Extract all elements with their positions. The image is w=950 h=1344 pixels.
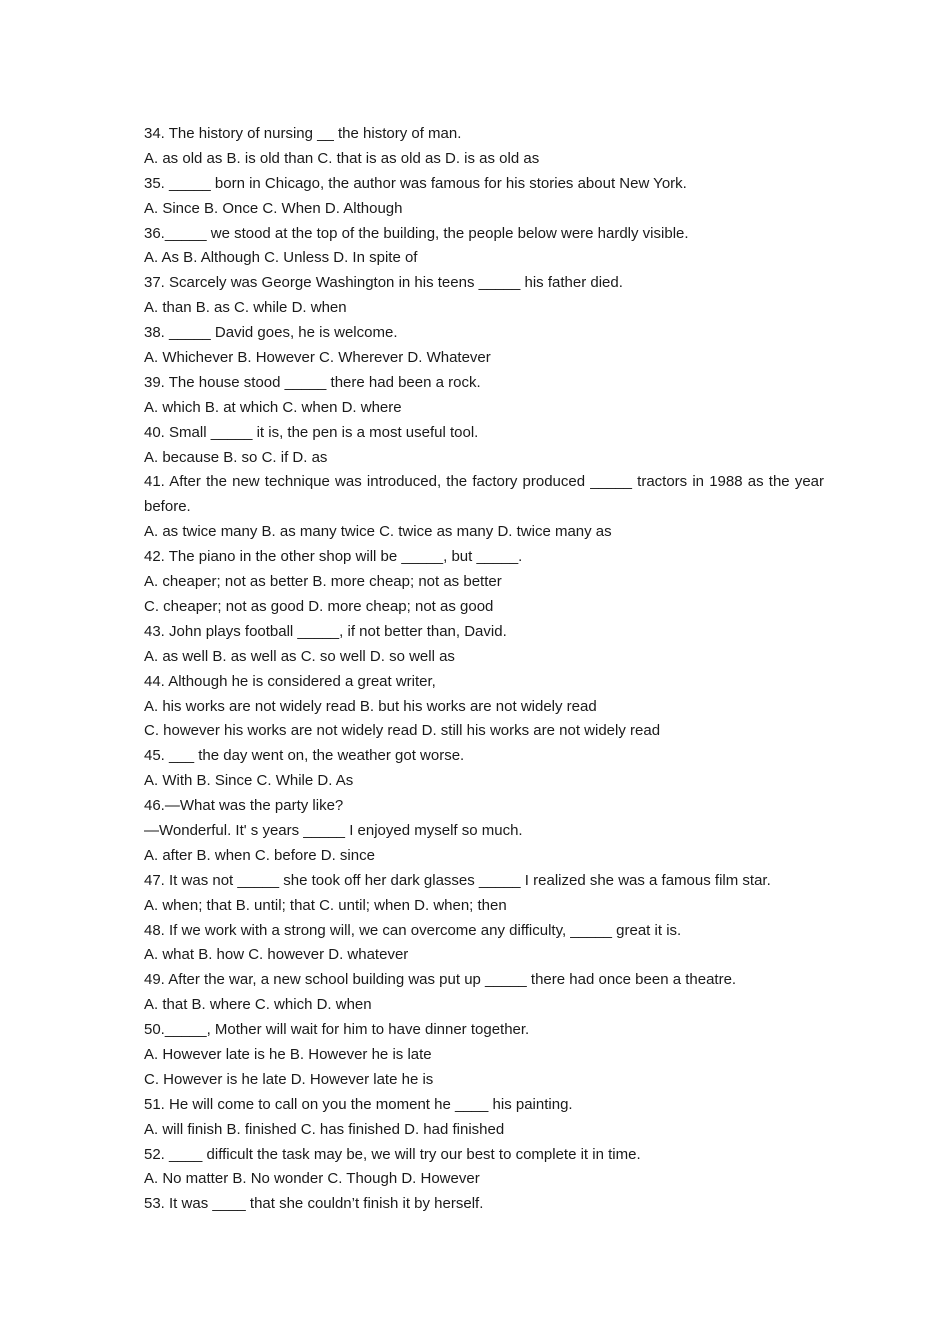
question-46-reply: —Wonderful. It' s years _____ I enjoyed myself so much. bbox=[144, 821, 523, 839]
options-50-cd: C. However is he late D. However late he is bbox=[144, 1070, 434, 1088]
options-49: A. that B. where C. which D. when bbox=[144, 996, 372, 1014]
options-42-cd: C. cheaper; not as good D. more cheap; not as good bbox=[144, 597, 494, 615]
question-53: 53. It was ____ that she couldn’t finish it by herself. bbox=[144, 1195, 484, 1213]
options-48: A. what B. how C. however D. whatever bbox=[144, 946, 409, 964]
document-page bbox=[144, 122, 824, 1217]
options-47: A. when; that B. until; that C. until; when D. when; then bbox=[144, 896, 507, 914]
question-44: 44. Although he is considered a great writer, bbox=[144, 672, 436, 690]
options-36: A. As B. Although C. Unless D. In spite of bbox=[144, 249, 418, 267]
options-34: A. as old as B. is old than C. that is as old as D. is as old as bbox=[144, 149, 540, 167]
question-40: 40. Small _____ it is, the pen is a most useful tool. bbox=[144, 423, 479, 441]
question-46: 46.—What was the party like? bbox=[144, 797, 344, 815]
options-52: A. No matter B. No wonder C. Though D. However bbox=[144, 1170, 480, 1188]
question-43: 43. John plays football _____, if not better than, David. bbox=[144, 622, 507, 640]
question-42: 42. The piano in the other shop will be _____, but _____. bbox=[144, 548, 523, 566]
options-38: A. Whichever B. However C. Wherever D. Whatever bbox=[144, 349, 491, 367]
options-37: A. than B. as C. while D. when bbox=[144, 299, 347, 317]
question-51: 51. He will come to call on you the moment he ____ his painting. bbox=[144, 1095, 573, 1113]
options-50-ab: A. However late is he B. However he is late bbox=[144, 1045, 432, 1063]
question-50: 50._____, Mother will wait for him to have dinner together. bbox=[144, 1021, 530, 1039]
options-44-ab: A. his works are not widely read B. but his works are not widely read bbox=[144, 697, 597, 715]
question-48: 48. If we work with a strong will, we can overcome any difficulty, _____ great it is. bbox=[144, 921, 682, 939]
options-35: A. Since B. Once C. When D. Although bbox=[144, 199, 403, 217]
options-45: A. With B. Since C. While D. As bbox=[144, 772, 354, 790]
options-41: A. as twice many B. as many twice C. twice as many D. twice many as bbox=[144, 523, 612, 541]
question-35: 35. _____ born in Chicago, the author was famous for his stories about New York. bbox=[144, 174, 687, 192]
options-43: A. as well B. as well as C. so well D. so well as bbox=[144, 647, 455, 665]
options-46: A. after B. when C. before D. since bbox=[144, 846, 375, 864]
question-52: 52. ____ difficult the task may be, we will try our best to complete it in time. bbox=[144, 1145, 641, 1163]
question-45: 45. ___ the day went on, the weather got worse. bbox=[144, 747, 465, 765]
options-51: A. will finish B. finished C. has finished D. had finished bbox=[144, 1120, 505, 1138]
question-38: 38. _____ David goes, he is welcome. bbox=[144, 324, 398, 342]
question-34: 34. The history of nursing __ the history of man. bbox=[144, 125, 462, 142]
question-41: 41. After the new technique was introduced, the factory produced _____ tractors in 1988 as the year before. bbox=[144, 473, 824, 516]
options-40: A. because B. so C. if D. as bbox=[144, 448, 328, 466]
options-44-cd: C. however his works are not widely read D. still his works are not widely read bbox=[144, 722, 661, 740]
question-36: 36._____ we stood at the top of the building, the people below were hardly visible. bbox=[144, 224, 689, 242]
question-49: 49. After the war, a new school building was put up _____ there had once been a theatre. bbox=[144, 971, 737, 989]
options-42-ab: A. cheaper; not as better B. more cheap; not as better bbox=[144, 573, 502, 591]
options-39: A. which B. at which C. when D. where bbox=[144, 398, 402, 416]
question-39: 39. The house stood _____ there had been a rock. bbox=[144, 373, 481, 391]
question-47: 47. It was not _____ she took off her dark glasses _____ I realized she was a famous film star. bbox=[144, 871, 771, 889]
question-37: 37. Scarcely was George Washington in his teens _____ his father died. bbox=[144, 274, 623, 292]
